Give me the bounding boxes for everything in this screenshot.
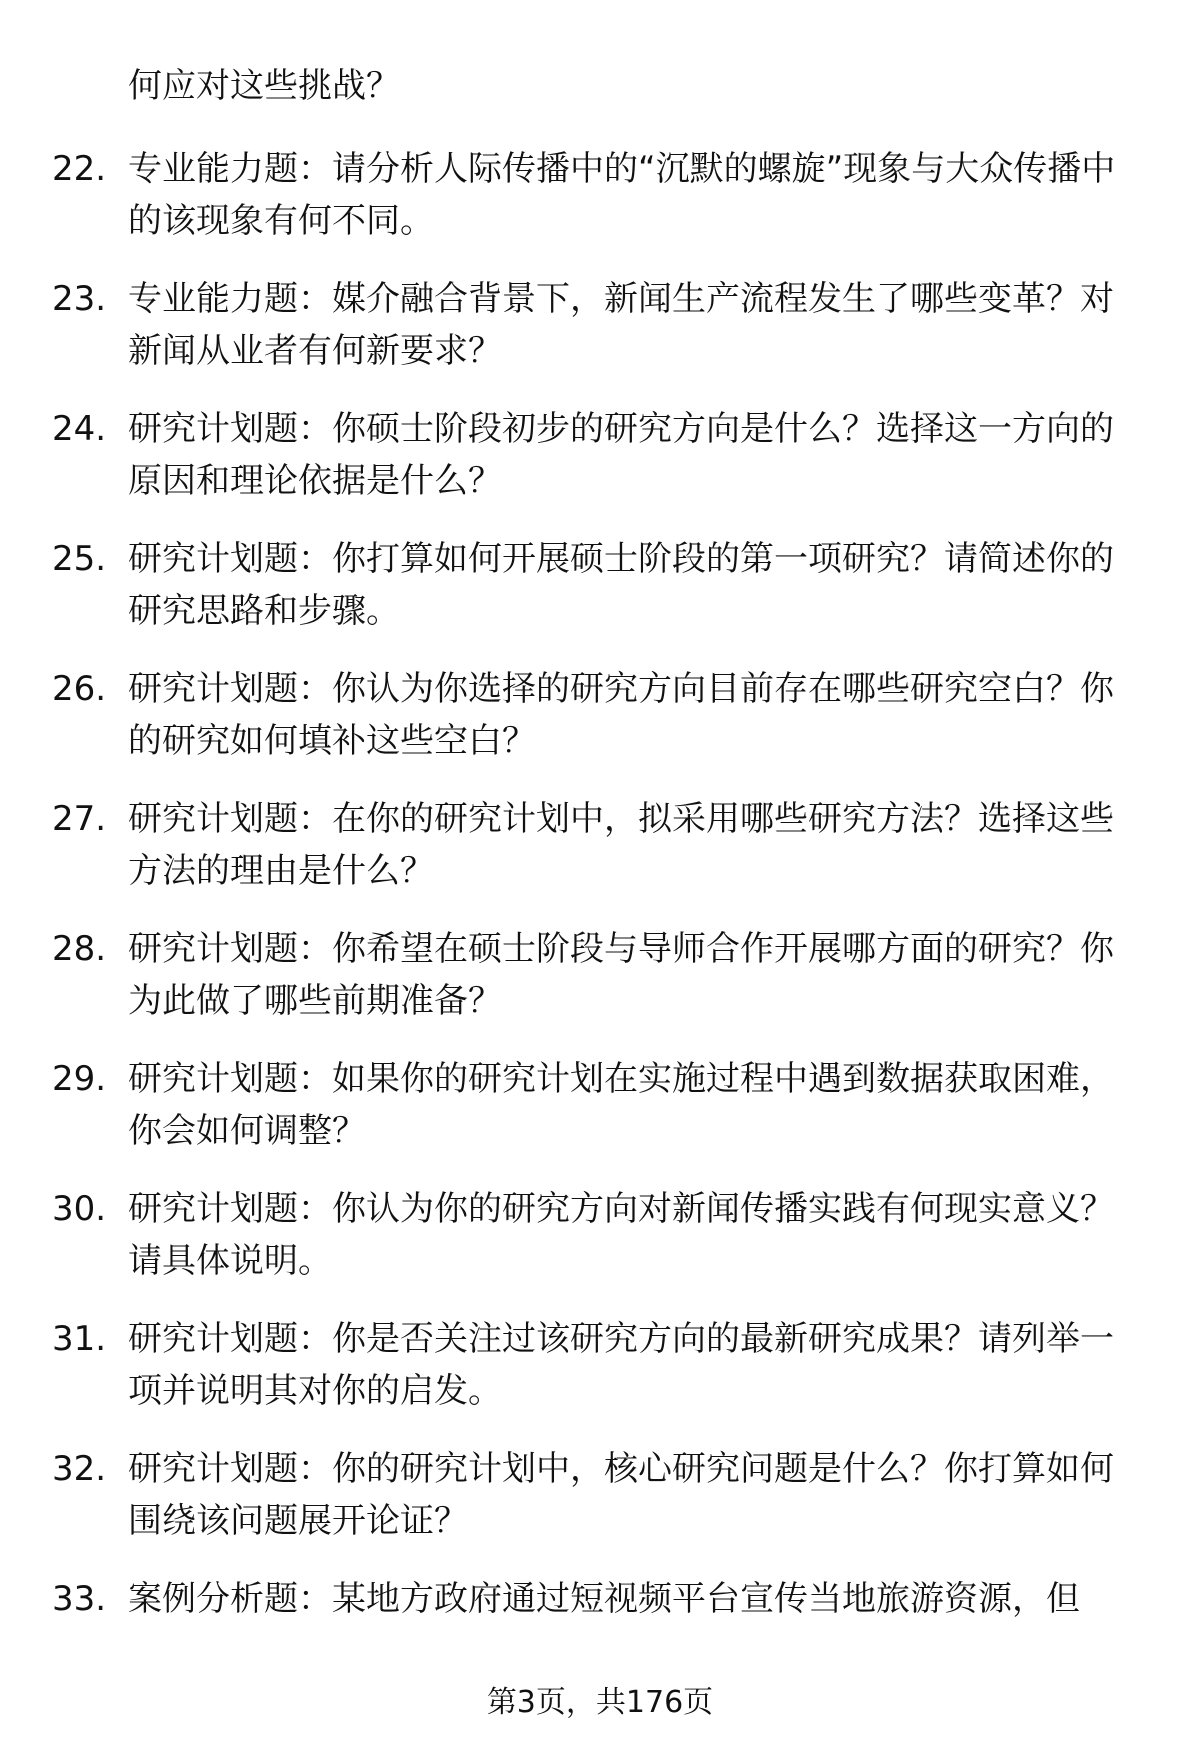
question-text: 研究计划题：你认为你选择的研究方向目前存在哪些研究空白？你的研究如何填补这些空白？	[128, 669, 1114, 761]
question-number: 27.	[52, 799, 107, 839]
question-number: 25.	[52, 539, 107, 579]
question-item	[0, 273, 1200, 403]
question-item	[0, 1443, 1200, 1573]
question-text: 专业能力题：媒介融合背景下，新闻生产流程发生了哪些变革？对新闻从业者有何新要求？	[128, 279, 1114, 371]
question-number: 33.	[52, 1579, 107, 1619]
question-number: 31.	[52, 1319, 107, 1359]
question-text: 研究计划题：如果你的研究计划在实施过程中遇到数据获取困难，你会如何调整？	[128, 1059, 1114, 1151]
question-item	[0, 923, 1200, 1053]
question-item	[0, 1313, 1200, 1443]
question-text: 专业能力题：请分析人际传播中的“沉默的螺旋”现象与大众传播中的该现象有何不同。	[128, 149, 1116, 241]
question-item	[0, 1183, 1200, 1313]
question-number: 28.	[52, 929, 107, 969]
page-footer: 第3页，共176页	[486, 1685, 714, 1720]
question-number: 26.	[52, 669, 107, 709]
question-item	[0, 793, 1200, 923]
question-item	[0, 403, 1200, 533]
question-item	[0, 663, 1200, 793]
question-number: 29.	[52, 1059, 107, 1099]
question-number: 30.	[52, 1189, 107, 1229]
question-item	[0, 143, 1200, 273]
question-text: 研究计划题：在你的研究计划中，拟采用哪些研究方法？选择这些方法的理由是什么？	[128, 799, 1114, 891]
question-text: 研究计划题：你是否关注过该研究方向的最新研究成果？请列举一项并说明其对你的启发。	[128, 1319, 1114, 1411]
question-text: 研究计划题：你硕士阶段初步的研究方向是什么？选择这一方向的原因和理论依据是什么？	[128, 409, 1114, 501]
continued-question-text: 何应对这些挑战？	[128, 66, 400, 106]
question-list	[0, 143, 1200, 1703]
question-text: 研究计划题：你打算如何开展硕士阶段的第一项研究？请简述你的研究思路和步骤。	[128, 539, 1114, 631]
question-number: 22.	[52, 149, 107, 189]
question-text: 研究计划题：你的研究计划中，核心研究问题是什么？你打算如何围绕该问题展开论证？	[128, 1449, 1114, 1541]
question-text: 研究计划题：你认为你的研究方向对新闻传播实践有何现实意义？请具体说明。	[128, 1189, 1114, 1281]
question-number: 23.	[52, 279, 107, 319]
question-item	[0, 1053, 1200, 1183]
question-number: 32.	[52, 1449, 107, 1489]
question-item	[0, 533, 1200, 663]
question-text: 案例分析题：某地方政府通过短视频平台宣传当地旅游资源，但	[128, 1579, 1080, 1619]
question-number: 24.	[52, 409, 107, 449]
question-text: 研究计划题：你希望在硕士阶段与导师合作开展哪方面的研究？你为此做了哪些前期准备？	[128, 929, 1114, 1021]
